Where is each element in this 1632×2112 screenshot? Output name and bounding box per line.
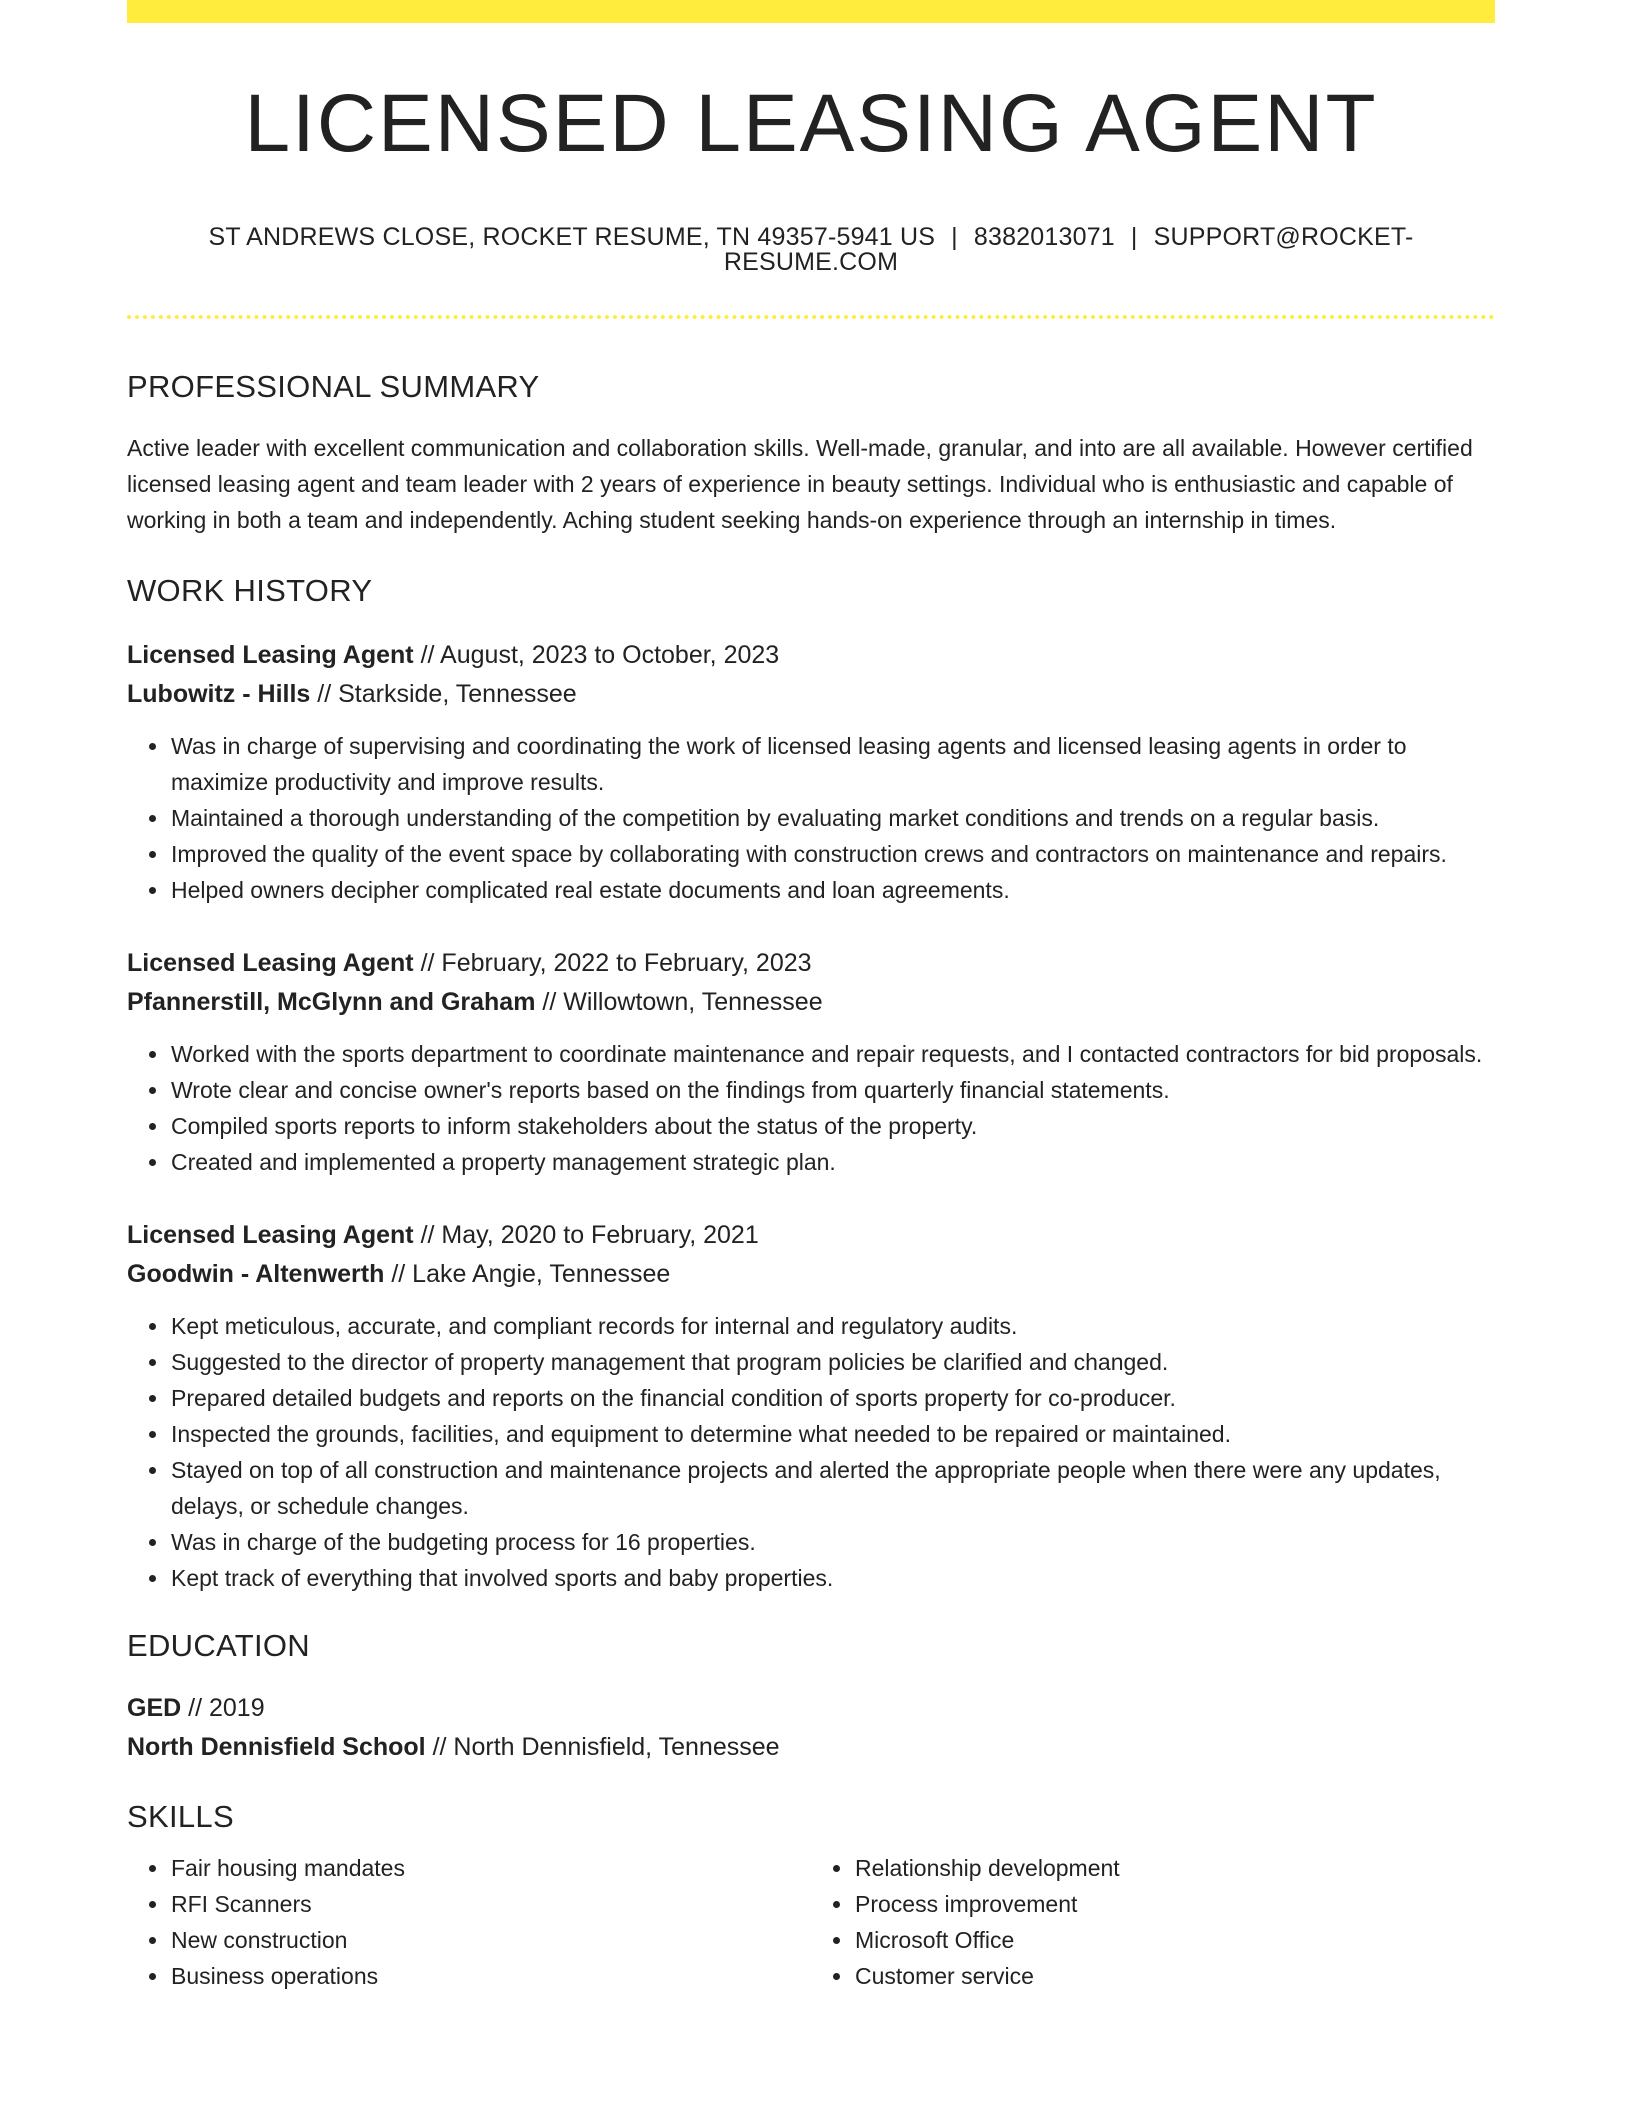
summary-text: Active leader with excellent communication and collaboration skills. Well-made, granular, and into are all available. However certified licensed leasing agent and team leader with 2 years of experience in beauty settings. Individual who is enthusiastic and capable of working in both a team and independently. Aching student seeking hands-on experience through an internship in times. xyxy=(127,435,1473,533)
contact-email: SUPPORT@ROCKET-RESUME.COM xyxy=(723,223,1414,276)
job-bullets xyxy=(127,1308,1495,1596)
job-company-line xyxy=(127,983,1495,1022)
job-title-line xyxy=(127,636,1495,675)
contact-separator: | xyxy=(951,223,958,251)
job-dates: // February, 2022 to February, 2023 xyxy=(420,949,812,977)
job-dates: // August, 2023 to October, 2023 xyxy=(420,641,780,669)
resume-page xyxy=(127,0,1495,1994)
education-degree: GED xyxy=(127,1694,182,1722)
skill-item: • Relationship development xyxy=(854,1850,1495,1886)
job-company: Lubowitz - Hills xyxy=(127,680,311,708)
skill-item: • RFI Scanners xyxy=(170,1886,811,1922)
list-item: • Stayed on top of all construction and maintenance projects and alerted the appropriate people when there were any updates, delays, or schedule changes. xyxy=(170,1452,1495,1524)
contact-separator: | xyxy=(1130,223,1138,251)
job-title: Licensed Leasing Agent xyxy=(127,641,414,669)
job-company-line xyxy=(127,675,1495,714)
job-bullets xyxy=(127,728,1495,908)
contact-line xyxy=(127,225,1495,275)
job-entry xyxy=(127,1216,1495,1596)
job-title-line xyxy=(127,944,1495,983)
list-item: • Helped owners decipher complicated real estate documents and loan agreements. xyxy=(170,872,1495,908)
skills-left-list xyxy=(127,1850,811,1994)
list-item: • Was in charge of the budgeting process for 16 properties. xyxy=(170,1524,1495,1560)
work-history-heading: WORK HISTORY xyxy=(127,573,373,608)
list-item: • Kept track of everything that involved sports and baby properties. xyxy=(170,1560,1495,1596)
job-location: // Starkside, Tennessee xyxy=(317,680,577,708)
list-item: • Compiled sports reports to inform stakeholders about the status of the property. xyxy=(170,1108,1495,1144)
job-location: // Lake Angie, Tennessee xyxy=(391,1260,671,1288)
list-item: • Worked with the sports department to coordinate maintenance and repair requests, and I contacted contractors for bid proposals. xyxy=(170,1036,1495,1072)
skills-heading: SKILLS xyxy=(127,1799,234,1834)
list-item: • Kept meticulous, accurate, and compliant records for internal and regulatory audits. xyxy=(170,1308,1495,1344)
job-bullets xyxy=(127,1036,1495,1180)
skills-right-list xyxy=(811,1850,1495,1994)
accent-bar xyxy=(127,0,1495,23)
skill-item: • Fair housing mandates xyxy=(170,1850,811,1886)
skill-item: • Customer service xyxy=(854,1958,1495,1994)
education-heading: EDUCATION xyxy=(127,1628,310,1663)
job-dates: // May, 2020 to February, 2021 xyxy=(420,1221,759,1249)
education-school: North Dennisfield School xyxy=(127,1733,426,1761)
contact-phone: 8382013071 xyxy=(973,223,1115,251)
skill-item: • New construction xyxy=(170,1922,811,1958)
summary-heading: PROFESSIONAL SUMMARY xyxy=(127,369,540,404)
job-title: Licensed Leasing Agent xyxy=(127,1221,414,1249)
education-degree-line xyxy=(127,1689,1495,1728)
skill-item: • Process improvement xyxy=(854,1886,1495,1922)
education-school-line xyxy=(127,1728,1495,1767)
education-location: // North Dennisfield, Tennessee xyxy=(432,1733,780,1761)
job-title-line xyxy=(127,1216,1495,1255)
resume-title: LICENSED LEASING AGENT xyxy=(244,78,1378,169)
education-year: // 2019 xyxy=(188,1694,265,1722)
job-location: // Willowtown, Tennessee xyxy=(542,988,823,1016)
list-item: • Suggested to the director of property management that program policies be clarified and changed. xyxy=(170,1344,1495,1380)
skill-item: • Microsoft Office xyxy=(854,1922,1495,1958)
list-item: • Inspected the grounds, facilities, and equipment to determine what needed to be repaired or maintained. xyxy=(170,1416,1495,1452)
dotted-divider xyxy=(127,315,1495,319)
skill-item: • Business operations xyxy=(170,1958,811,1994)
skills-columns xyxy=(127,1850,1495,1994)
list-item: • Was in charge of supervising and coordinating the work of licensed leasing agents and licensed leasing agents in order to maximize productivity and improve results. xyxy=(170,728,1495,800)
list-item: • Prepared detailed budgets and reports on the financial condition of sports property for co-producer. xyxy=(170,1380,1495,1416)
job-title: Licensed Leasing Agent xyxy=(127,949,414,977)
list-item: • Maintained a thorough understanding of the competition by evaluating market conditions and trends on a regular basis. xyxy=(170,800,1495,836)
job-company: Pfannerstill, McGlynn and Graham xyxy=(127,988,536,1016)
job-entry xyxy=(127,944,1495,1180)
job-entry xyxy=(127,636,1495,908)
education-entry xyxy=(127,1689,1495,1767)
list-item: • Created and implemented a property management strategic plan. xyxy=(170,1144,1495,1180)
job-company-line xyxy=(127,1255,1495,1294)
list-item: • Wrote clear and concise owner's reports based on the findings from quarterly financial statements. xyxy=(170,1072,1495,1108)
list-item: • Improved the quality of the event space by collaborating with construction crews and contractors on maintenance and repairs. xyxy=(170,836,1495,872)
contact-address: ST ANDREWS CLOSE, ROCKET RESUME, TN 49357-5941 US xyxy=(208,223,936,251)
job-company: Goodwin - Altenwerth xyxy=(127,1260,385,1288)
